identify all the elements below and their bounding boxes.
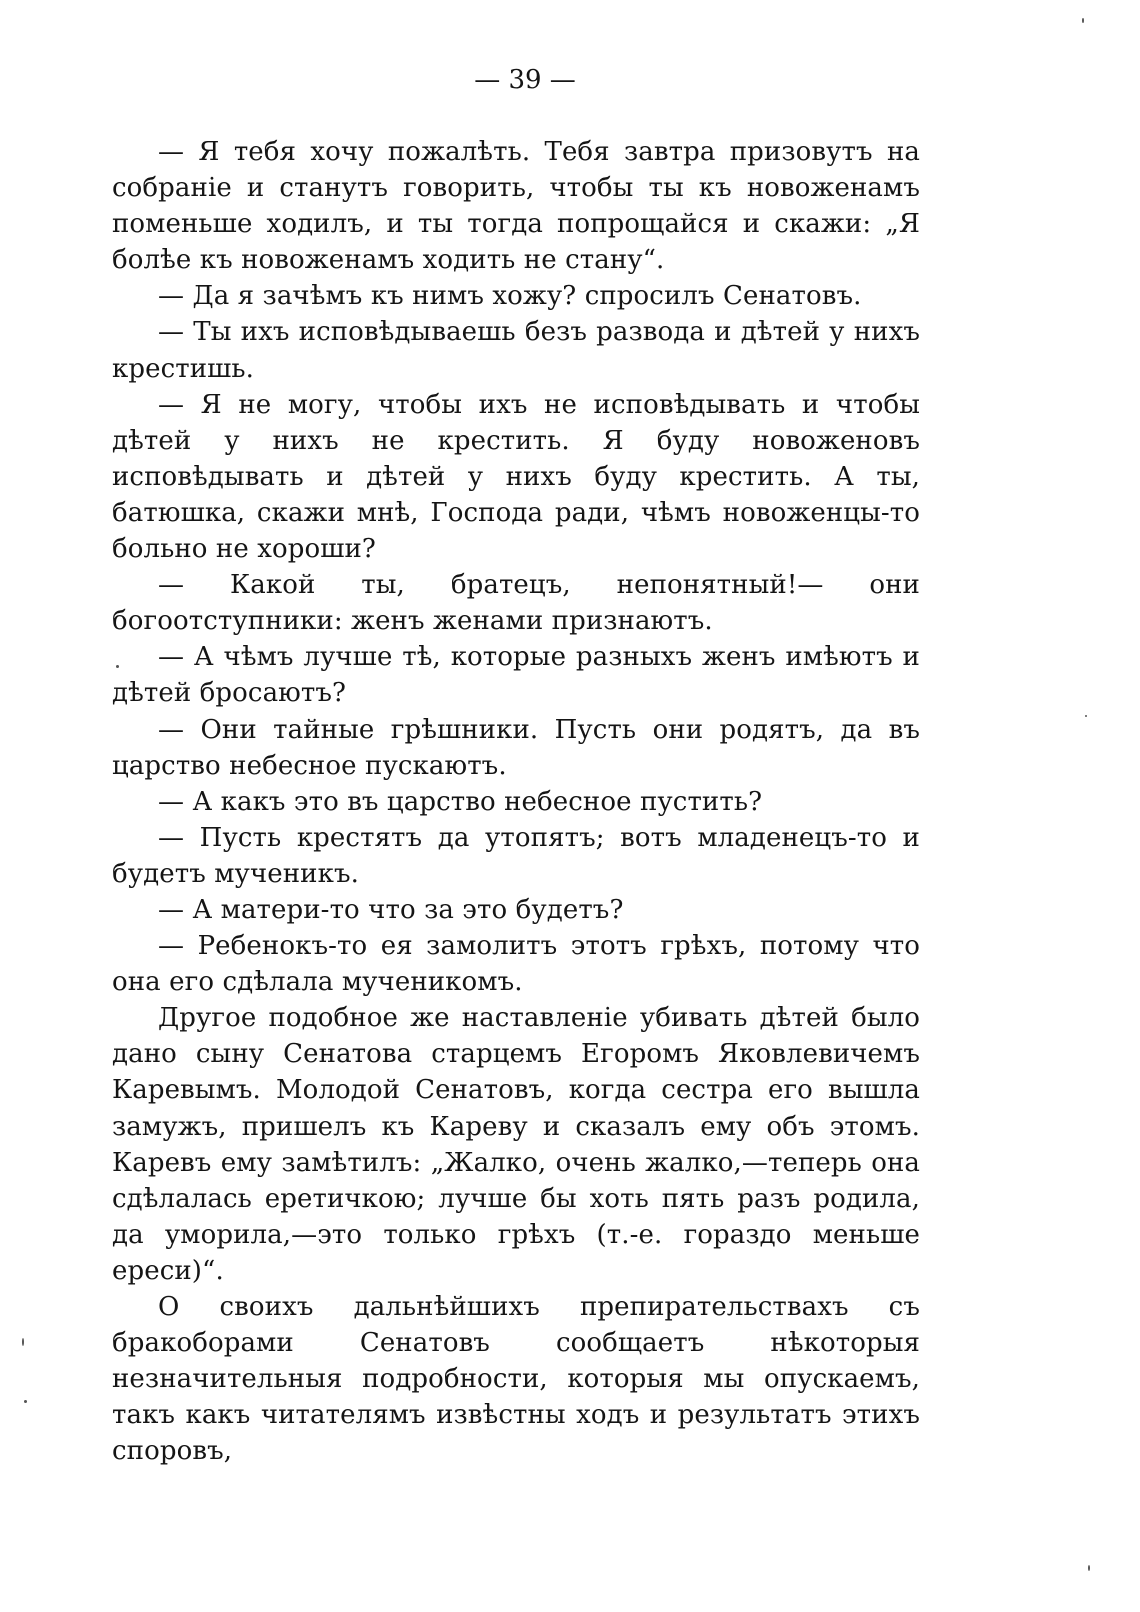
page-number: — 39 — [474, 65, 576, 95]
paragraph-9: — Пусть крестятъ да утопятъ; вотъ младенецъ-то и будетъ мученикъ. [112, 822, 920, 889]
paragraph-13: О своихъ дальнѣйшихъ препирательствахъ съ бракоборами Сенатовъ сообщаетъ нѣкоторыя незначительныя подробности, которыя мы опускаемъ, такъ какъ читателямъ извѣстны ходъ и результатъ этихъ споровъ, [112, 1292, 920, 1467]
paragraph-10: — А матери-то что за это будетъ? [158, 894, 624, 925]
paragraph-11: — Ребенокъ-то ея замолитъ этотъ грѣхъ, потому что она его сдѣлала мученикомъ. [112, 931, 920, 998]
scan-speck [1085, 715, 1087, 717]
paragraph-8: — А какъ это въ царство небесное пустить? [158, 786, 763, 817]
paragraph-2: — Да я зачѣмъ къ нимъ хожу? спросилъ Сенатовъ. [158, 281, 862, 312]
paragraph-1: — Я тебя хочу пожалѣть. Тебя завтра призовутъ на собраніе и станутъ говорить, чтобы ты къ новоженамъ поменьше ходилъ, и ты тогда попрощайся и скажи: „Я болѣе къ новоженамъ ходить не стану“. [112, 137, 920, 276]
scan-speck [1088, 1565, 1090, 1571]
body-text [112, 134, 920, 1469]
paragraph-3: — Ты ихъ исповѣдываешь безъ развода и дѣтей у нихъ крестишь. [112, 317, 920, 384]
paragraph-7: — Они тайные грѣшники. Пусть они родятъ, да въ царство небесное пускаютъ. [112, 714, 920, 781]
scan-speck [24, 1400, 27, 1403]
paragraph-6: — А чѣмъ лучше тѣ, которые разныхъ женъ имѣютъ и дѣтей бросаютъ? [112, 642, 920, 709]
scan-speck [116, 665, 119, 668]
paragraph-12: Другое подобное же наставленіе убивать дѣтей было дано сыну Сенатова старцемъ Егоромъ Яковлевичемъ Каревымъ. Молодой Сенатовъ, когда сестра его вышла замужъ, пришелъ къ Кареву и сказалъ ему объ этомъ. Каревъ ему замѣтилъ: „Жалко, очень жалко,—теперь она сдѣлалась еретичкою; лучше бы хоть пять разъ родила, да уморила,—это только грѣхъ (т.-е. гораздо меньше ереси)“. [112, 1003, 920, 1286]
scan-speck [1082, 18, 1084, 23]
scan-speck [22, 1338, 24, 1346]
paragraph-4: — Я не могу, чтобы ихъ не исповѣдывать и чтобы дѣтей у нихъ не крестить. Я буду новоженовъ исповѣдывать и дѣтей у нихъ буду крестить. А ты, батюшка, скажи мнѣ, Господа ради, чѣмъ новоженцы-то больно не хороши? [112, 389, 920, 565]
paragraph-5: — Какой ты, братецъ, непонятный!— они богоотступники: женъ женами признаютъ. [112, 570, 920, 637]
